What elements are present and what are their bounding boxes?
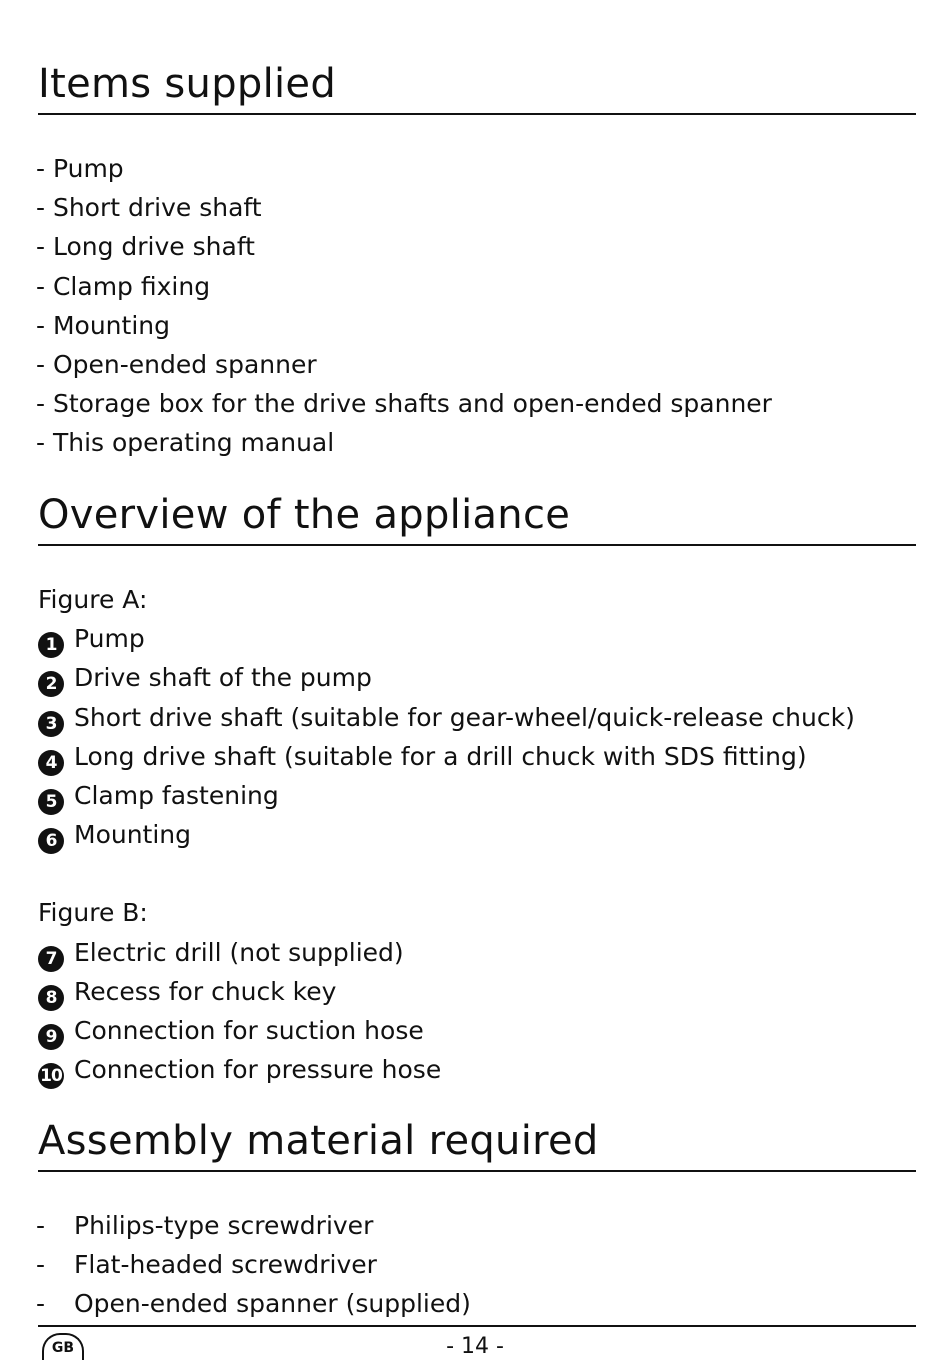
item-text: Drive shaft of the pump xyxy=(74,663,372,693)
number-badge: 1 xyxy=(38,632,64,658)
list-item: - This operating manual xyxy=(36,428,335,458)
figure-b-label: Figure B: xyxy=(38,898,148,928)
list-item xyxy=(38,619,855,658)
assembly-heading: Assembly material required xyxy=(38,1118,599,1164)
item-text: Pump xyxy=(74,624,145,654)
list-item xyxy=(38,698,855,737)
item-text: Long drive shaft (suitable for a drill chuck with SDS fitting) xyxy=(74,741,807,771)
item-text: Recess for chuck key xyxy=(74,976,337,1006)
number-badge: 5 xyxy=(38,789,64,815)
item-text: Mounting xyxy=(74,820,192,850)
item-text: Connection for pressure hose xyxy=(74,1055,442,1085)
item-text: Open-ended spanner (supplied) xyxy=(74,1289,471,1319)
number-badge: 8 xyxy=(38,985,64,1011)
figure-a-label: Figure A: xyxy=(38,585,148,614)
number-badge: 10 xyxy=(38,1063,64,1089)
item-text: Clamp fastening xyxy=(74,781,279,811)
list-item: - Clamp fixing xyxy=(36,271,211,301)
list-item xyxy=(38,972,855,1011)
list-item: - Pump xyxy=(36,154,124,183)
list-item xyxy=(38,815,855,854)
item-text: Flat-headed screwdriver xyxy=(74,1250,377,1280)
list-item: - Short drive shaft xyxy=(36,193,262,223)
number-badge: 7 xyxy=(38,946,64,972)
list-item: - Open-ended spanner (supplied) xyxy=(36,1289,471,1319)
divider xyxy=(38,1170,916,1172)
list-item: - Flat-headed screwdriver xyxy=(36,1250,377,1280)
assembly-list xyxy=(36,1206,471,1324)
footer-divider xyxy=(38,1325,916,1327)
number-badge: 3 xyxy=(38,711,64,737)
list-item: - Long drive shaft xyxy=(36,232,255,262)
items-supplied-heading: Items supplied xyxy=(38,61,337,107)
item-text: Connection for suction hose xyxy=(74,1016,424,1046)
list-item xyxy=(38,933,855,972)
list-item xyxy=(38,737,855,776)
spacer xyxy=(38,854,855,893)
divider xyxy=(38,544,916,546)
list-item: - Storage box for the drive shafts and open-ended spanner xyxy=(36,389,772,419)
number-badge: 6 xyxy=(38,828,64,854)
figure-a-list xyxy=(38,580,855,1089)
list-item: - Open-ended spanner xyxy=(36,350,317,380)
number-badge: 2 xyxy=(38,671,64,697)
list-item: - Philips-type screwdriver xyxy=(36,1211,374,1240)
page-number: - 14 - xyxy=(446,1334,504,1359)
divider xyxy=(38,113,916,115)
item-text: Philips-type screwdriver xyxy=(74,1211,374,1240)
list-item xyxy=(38,1011,855,1050)
list-item xyxy=(38,658,855,697)
overview-heading: Overview of the appliance xyxy=(38,492,571,538)
number-badge: 9 xyxy=(38,1024,64,1050)
list-item: - Mounting xyxy=(36,310,170,340)
item-text: Electric drill (not supplied) xyxy=(74,937,404,967)
number-badge: 4 xyxy=(38,750,64,776)
list-item xyxy=(38,776,855,815)
list-item xyxy=(38,1050,855,1089)
language-badge-icon: GB xyxy=(42,1333,84,1360)
items-supplied-list xyxy=(36,149,772,463)
item-text: Short drive shaft (suitable for gear-wheel/quick-release chuck) xyxy=(74,702,855,732)
